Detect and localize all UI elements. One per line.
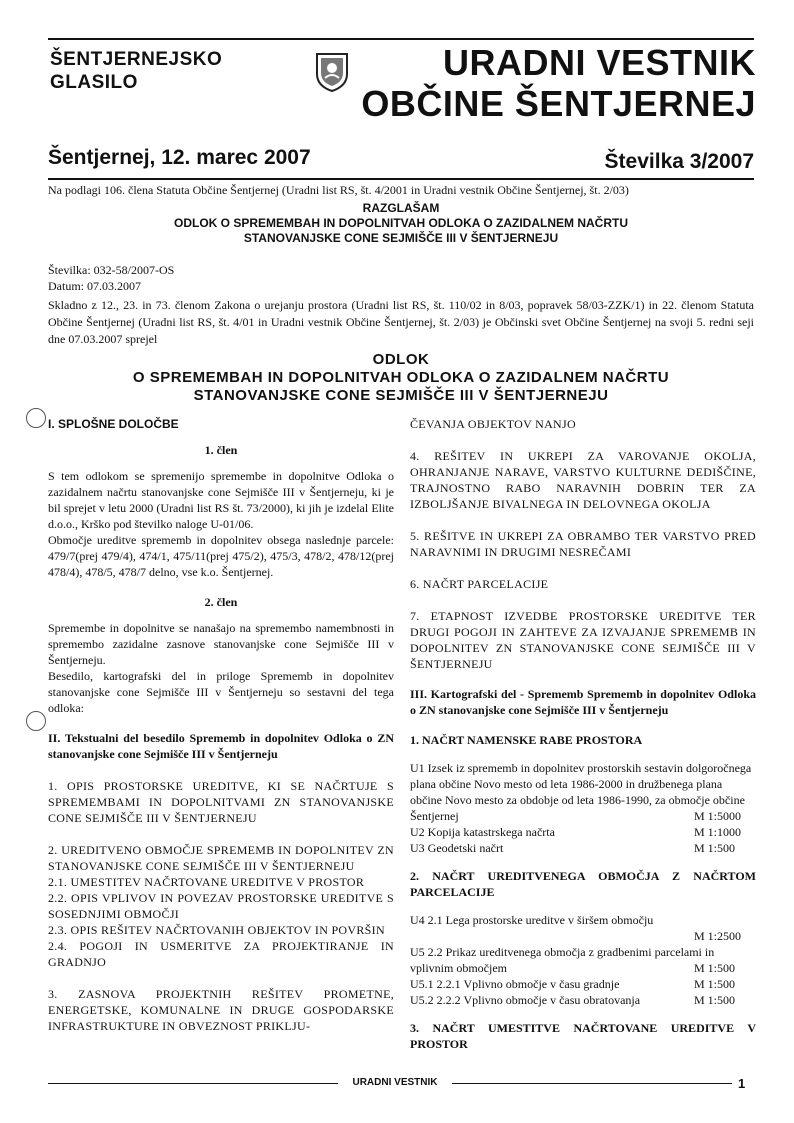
list-item: 2.4. POGOJI IN USMERITVE ZA PROJEKTIRANJE IN GRADNJO xyxy=(48,939,394,969)
decree-title-line3: STANOVANJSKE CONE SEJMIŠČE III V ŠENTJERNEJU xyxy=(193,387,609,404)
article-text: Besedilo, kartografski del in priloge Sprememb in dopolnitev stanovanjske cone Sejmišče III v Šentjerneju so sestavni del tega odloka: xyxy=(48,669,394,715)
map-item: U4 2.1 Lega prostorske ureditve v širšem območju xyxy=(410,913,654,927)
proclamation-line2: ODLOK O SPREMEMBAH IN DOPOLNITVAH ODLOKA O ZAZIDALNEM NAČRTU xyxy=(174,216,628,230)
article-text: Območje ureditve sprememb in dopolnitev obsega naslednje parcele: 479/7(prej 479/4), 474/1, 475/11(prej 475/2), 475/3, 478/2, 478/12(prej 478/4), 478/5, 478/7 delno, vse k.o. Šentjernej. xyxy=(48,533,394,579)
map-item-row xyxy=(410,976,756,992)
punch-hole-mark xyxy=(26,408,46,428)
preamble: Skladno z 12., 23. in 73. členom Zakona o urejanju prostora (Uradni list RS, št. 110/02 in 8/03, popravek 58/03-ZZK/1) in 22. členom Statuta Občine Šentjernej (Uradni list RS, št. 4/01 in Uradni vestnik Občine Šentjernej, št. 2/03) je Občinski svet Občine Šentjernej na svoji 5. redni seji dne 07.03.2007 sprejel xyxy=(48,298,754,346)
map-item: U5 2.2 Prikaz ureditvenega območja z gradbenimi parcelami in vplivnim območjem xyxy=(410,945,715,975)
footer-label: URADNI VESTNIK xyxy=(352,1077,438,1088)
proclamation xyxy=(48,201,754,246)
map-item: U3 Geodetski načrt xyxy=(410,841,504,855)
map-item-row xyxy=(410,992,756,1008)
document-meta xyxy=(48,262,754,294)
punch-hole-mark xyxy=(26,711,46,731)
map-scale: M 1:2500 xyxy=(694,929,742,943)
map-item: U2 Kopija katastrskega načrta xyxy=(410,825,555,839)
left-column xyxy=(48,416,394,1034)
sub-heading: 2. NAČRT UREDITVENEGA OBMOČJA Z NAČRTOM PARCELACIJE xyxy=(410,869,756,899)
map-scale: M 1:5000 xyxy=(694,809,742,823)
decree-title-line1: ODLOK xyxy=(372,351,430,368)
decree-title-line2: O SPREMEMBAH IN DOPOLNITVAH ODLOKA O ZAZIDALNEM NAČRTU xyxy=(132,369,670,386)
proclamation-line1: RAZGLAŠAM xyxy=(362,201,440,215)
page-number: 1 xyxy=(738,1076,746,1091)
section-heading: II. Tekstualni del besedilo Sprememb in dopolnitev Odloka o ZN stanovanjske cone Sejmišče III v Šentjerneju xyxy=(48,731,394,761)
document-number: Številka: 032-58/2007-OS xyxy=(48,263,175,277)
issue-date: Šentjernej, 12. marec 2007 xyxy=(48,146,311,169)
map-scale: M 1:1000 xyxy=(694,825,742,839)
list-item: 3. ZASNOVA PROJEKTNIH REŠITEV PROMETNE, ENERGETSKE, KOMUNALNE IN DRUGE GOSPODARSKE INFRASTRUKTURE IN OBVEZNOST PRIKLJU- xyxy=(48,987,394,1033)
map-item: U1 Izsek iz sprememb in dopolnitev prostorskih sestavin dolgoročnega plana občine Novo mesto od leta 1986-2000 in družbenega plana občine Novo mesto za obdobje od leta 1986-1990, za območje občine Šentjernej xyxy=(410,761,752,823)
article-text: S tem odlokom se spremenijo spremembe in dopolnitve Odloka o zazidalnem načrtu stanovanjske cone Sejmišče III v Šentjerneju, ki je bil sprejet v letu 2000 (Uradni list RS št. 73/2000), ki jih je izdelal Elite d.o.o., Krško pod številko naloge U-01/06. xyxy=(48,469,394,531)
right-column xyxy=(410,416,756,1052)
map-scale-row xyxy=(410,928,756,944)
list-item: 6. NAČRT PARCELACIJE xyxy=(410,577,549,591)
sub-heading: 1. NAČRT NAMENSKE RABE PROSTORA xyxy=(410,733,643,747)
article-heading: 2. člen xyxy=(204,595,238,609)
sub-heading: 3. NAČRT UMESTITVE NAČRTOVANE UREDITVE V PROSTOR xyxy=(410,1021,756,1051)
decree-title xyxy=(48,351,754,405)
map-item: U5.1 2.2.1 Vplivno območje v času gradnje xyxy=(410,977,620,991)
map-scale: M 1:500 xyxy=(694,993,736,1007)
article-heading: 1. člen xyxy=(204,443,238,457)
map-scale-row xyxy=(410,808,756,824)
section-heading: I. SPLOŠNE DOLOČBE xyxy=(48,417,179,431)
map-scale: M 1:500 xyxy=(694,841,736,855)
map-scale: M 1:500 xyxy=(694,961,736,975)
list-item: 4. REŠITEV IN UKREPI ZA VAROVANJE OKOLJA, OHRANJANJE NARAVE, VARSTVO KULTURNE DEDIŠČINE, TRAJNOSTNO RABO NARAVNIH DOBRIN TER ZA IZBOLJŠANJE BIVALNEGA IN DELOVNEGA OKOLJA xyxy=(410,449,756,511)
list-item: 5. REŠITVE IN UKREPI ZA OBRAMBO TER VARSTVO PRED NARAVNIMI IN DRUGIMI NESREČAMI xyxy=(410,529,756,559)
list-item: 7. ETAPNOST IZVEDBE PROSTORSKE UREDITVE TER DRUGI POGOJI IN ZAHTEVE ZA IZVAJANJE SPREMEMB IN DOPOLNITEV ZN STANOVANJSKE CONE SEJMIŠČE III V ŠENTJERNEJU xyxy=(410,609,756,671)
list-item: 1. OPIS PROSTORSKE UREDITVE, KI SE NAČRTUJE S SPREMEMBAMI IN DOPOLNITVAMI ZN STANOVANJSKE CONE SEJMIŠČE III V ŠENTJERNEJU xyxy=(48,779,394,825)
footer-rule-left xyxy=(48,1083,338,1084)
list-item: 2.1. UMESTITEV NAČRTOVANE UREDITVE V PROSTOR xyxy=(48,875,365,889)
legal-basis: Na podlagi 106. člena Statuta Občine Šentjernej (Uradni list RS, št. 4/2001 in Uradni vestnik Občine Šentjernej, št. 2/03) xyxy=(48,183,629,197)
footer-rule-right xyxy=(452,1083,732,1084)
list-item: ČEVANJA OBJEKTOV NANJO xyxy=(410,417,576,431)
glasilo-line1: ŠENTJERNEJSKO xyxy=(50,49,223,70)
list-item: 2. UREDITVENO OBMOČJE SPREMEMB IN DOPOLNITEV ZN STANOVANJSKE CONE SEJMIŠČE III V ŠENTJERNEJU xyxy=(48,843,394,873)
header-rule xyxy=(48,178,754,180)
glasilo-line2: GLASILO xyxy=(50,72,138,93)
article-text: Spremembe in dopolnitve se nanašajo na spremembo namembnosti in spremembo zazidalne zasnove stanovanjske cone Sejmišče III v Šentjerneju. xyxy=(48,621,394,667)
masthead-title-line1: URADNI VESTNIK xyxy=(442,42,756,83)
map-item: U5.2 2.2.2 Vplivno območje v času obratovanja xyxy=(410,993,641,1007)
map-item-row xyxy=(410,840,756,856)
map-item-row xyxy=(410,824,756,840)
issue-number: Številka 3/2007 xyxy=(604,150,754,173)
proclamation-line3: STANOVANJSKE CONE SEJMIŠČE III V ŠENTJERNEJU xyxy=(243,231,559,245)
list-item: 2.2. OPIS VPLIVOV IN POVEZAV PROSTORSKE UREDITVE S SOSEDNJIMI OBMOČJI xyxy=(48,891,394,921)
map-scale: M 1:500 xyxy=(694,977,736,991)
list-item: 2.3. OPIS REŠITEV NAČRTOVANIH OBJEKTOV IN POVRŠIN xyxy=(48,923,385,937)
document-date: Datum: 07.03.2007 xyxy=(48,279,141,293)
top-rule xyxy=(48,38,754,40)
masthead-glasilo xyxy=(50,48,290,94)
masthead-title-line2: OBČINE ŠENTJERNEJ xyxy=(361,83,756,124)
section-heading: III. Kartografski del - Sprememb Sprememb in dopolnitev Odloka o ZN stanovanjske cone Sejmišče III v Šentjerneju xyxy=(410,687,756,717)
